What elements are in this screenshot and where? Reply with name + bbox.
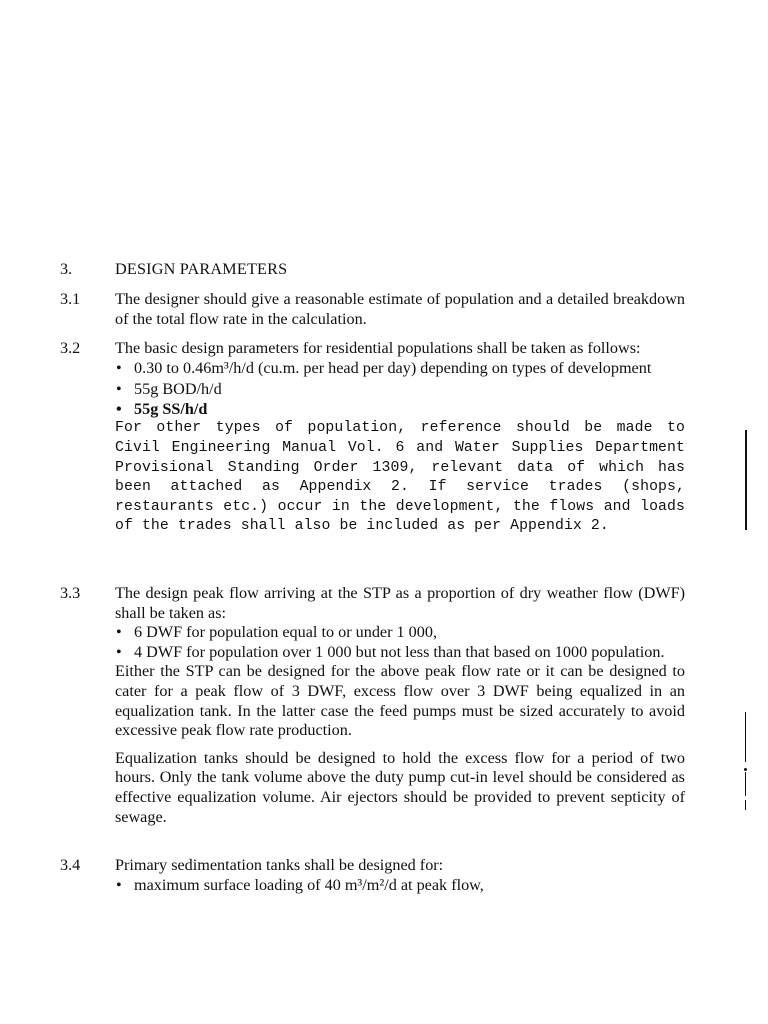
revision-bar bbox=[745, 800, 746, 810]
list-item: • 0.30 to 0.46m³/h/d (cu.m. per head per day) depending on types of development bbox=[116, 358, 652, 377]
paragraph: The designer should give a reasonable estimate of population and a detailed breakdown of the total flow rate in the calculation. bbox=[115, 290, 685, 328]
section-3-2 bbox=[60, 339, 685, 537]
bullet-list bbox=[115, 623, 685, 662]
section-number: 3.2 bbox=[60, 339, 81, 357]
revision-bar bbox=[745, 712, 746, 762]
bullet-icon: • bbox=[116, 875, 122, 894]
paragraph: Either the STP can be designed for the above peak flow rate or it can be designed to cater for a peak flow of 3 DWF, excess flow over 3 DWF being equalized in an equalization tank. In the latter case the feed pumps must be sized accurately to avoid excessive peak flow rate production. bbox=[115, 662, 685, 740]
list-item: • 6 DWF for population equal to or under 1 000, bbox=[116, 623, 438, 642]
section-3-1 bbox=[60, 290, 685, 329]
revision-bar bbox=[745, 430, 747, 530]
bullet-icon: • bbox=[116, 380, 122, 399]
section-title: DESIGN PARAMETERS bbox=[115, 260, 288, 278]
section-number: 3. bbox=[60, 260, 73, 278]
revision-bar bbox=[745, 772, 746, 796]
section-3-4 bbox=[60, 856, 685, 895]
bullet-list bbox=[115, 876, 685, 896]
list-item: • 55g SS/h/d bbox=[116, 399, 208, 418]
paragraph: For other types of population, reference should be made to Civil Engineering Manual Vol. 6 and Water Supplies Department Provisional Standing Order 1309, relevant data of which has been attached as Appendix 2. If service trades (shops, restaurants etc.) occur in the development, the flows and loads of the trades shall also be included as per Appendix 2. bbox=[115, 420, 685, 535]
list-item: • 55g BOD/h/d bbox=[116, 380, 222, 399]
list-item: • maximum surface loading of 40 m³/m²/d at peak flow, bbox=[116, 875, 484, 894]
bullet-icon: • bbox=[116, 623, 122, 642]
bullet-icon: • bbox=[116, 358, 122, 377]
paragraph: Primary sedimentation tanks shall be designed for: bbox=[115, 856, 444, 874]
list-item: • 4 DWF for population over 1 000 but not less than that based on 1000 population. bbox=[116, 642, 665, 661]
section-number: 3.1 bbox=[60, 290, 81, 308]
paragraph: Equalization tanks should be designed to hold the excess flow for a period of two hours. Only the tank volume above the duty pump cut-in level should be considered as effective equalization volume. Air ejectors should be provided to prevent septicity of sewage. bbox=[115, 748, 685, 826]
section-number: 3.3 bbox=[60, 584, 81, 602]
paragraph: The basic design parameters for residential populations shall be taken as follows: bbox=[115, 339, 641, 357]
bullet-list bbox=[115, 359, 685, 420]
section-3-heading bbox=[60, 260, 685, 280]
section-number: 3.4 bbox=[60, 856, 81, 874]
bullet-icon: • bbox=[116, 399, 122, 418]
paragraph: The design peak flow arriving at the STP as a proportion of dry weather flow (DWF) shall be taken as: bbox=[115, 584, 685, 622]
bullet-icon: • bbox=[116, 642, 122, 661]
section-3-3 bbox=[60, 584, 685, 827]
revision-dot bbox=[744, 768, 747, 771]
